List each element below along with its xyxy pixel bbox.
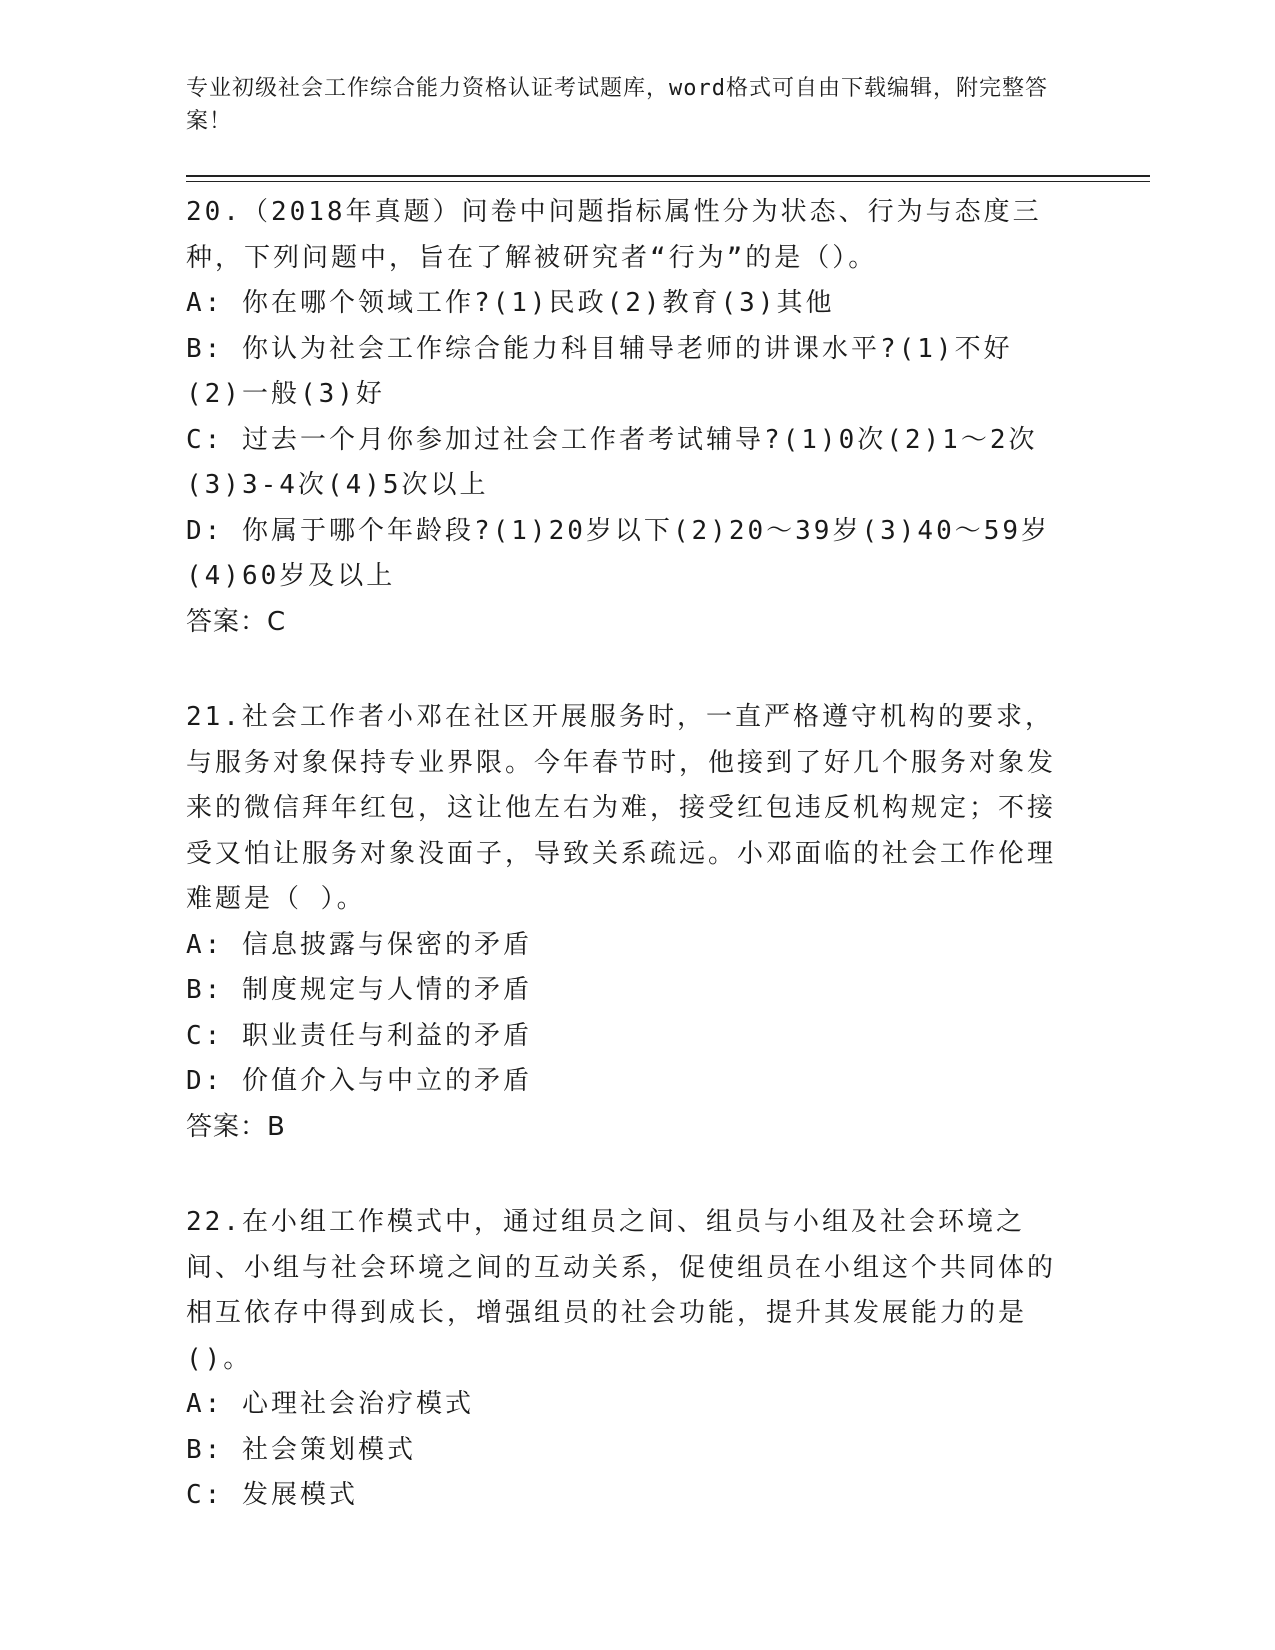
question-22 [186,1200,1066,1519]
question-stem: 20.（2018年真题）问卷中问题指标属性分为状态、行为与态度三种，下列问题中，旨在了解被研究者“行为”的是（）。 [186,197,1042,273]
option-d: D: 价值介入与中立的矛盾 [186,1066,532,1096]
option-a: A: 信息披露与保密的矛盾 [186,929,532,960]
option-c: C: 发展模式 [186,1480,358,1510]
question-21 [186,695,1066,1150]
option-d: D: 你属于哪个年龄段?(1)20岁以下(2)20～39岁(3)40～59岁(4)60岁及以上 [186,515,1051,591]
question-stem: 21.社会工作者小邓在社区开展服务时，一直严格遵守机构的要求，与服务对象保持专业界限。今年春节时，他接到了好几个服务对象发来的微信拜年红包，这让他左右为难，接受红包违反机构规定；不接受又怕让服务对象没面子，导致关系疏远。小邓面临的社会工作伦理难题是（ ）。 [186,702,1057,914]
option-a: A: 心理社会治疗模式 [186,1389,474,1419]
document-header: 专业初级社会工作综合能力资格认证考试题库，word格式可自由下载编辑，附完整答案！ [186,76,1048,134]
question-list [186,190,1066,1569]
option-b: B: 你认为社会工作综合能力科目辅导老师的讲课水平?(1)不好(2)一般(3)好 [186,333,1013,409]
question-stem: 22.在小组工作模式中，通过组员之间、组员与小组及社会环境之间、小组与社会环境之间的互动关系，促使组员在小组这个共同体的相互依存中得到成长，增强组员的社会功能，提升其发展能力的是()。 [186,1207,1057,1374]
answer-label: 答案：B [186,1111,286,1142]
option-b: B: 制度规定与人情的矛盾 [186,975,532,1005]
answer-label: 答案：C [186,606,287,637]
option-b: B: 社会策划模式 [186,1434,416,1465]
option-c: C: 过去一个月你参加过社会工作者考试辅导?(1)0次(2)1～2次(3)3-4次(4)5次以上 [186,424,1038,500]
header-divider-thin [186,181,1150,182]
option-c: C: 职业责任与利益的矛盾 [186,1020,532,1051]
question-20 [186,190,1066,645]
option-a: A: 你在哪个领域工作?(1)民政(2)教育(3)其他 [186,288,835,318]
header-divider-thick [186,175,1150,177]
